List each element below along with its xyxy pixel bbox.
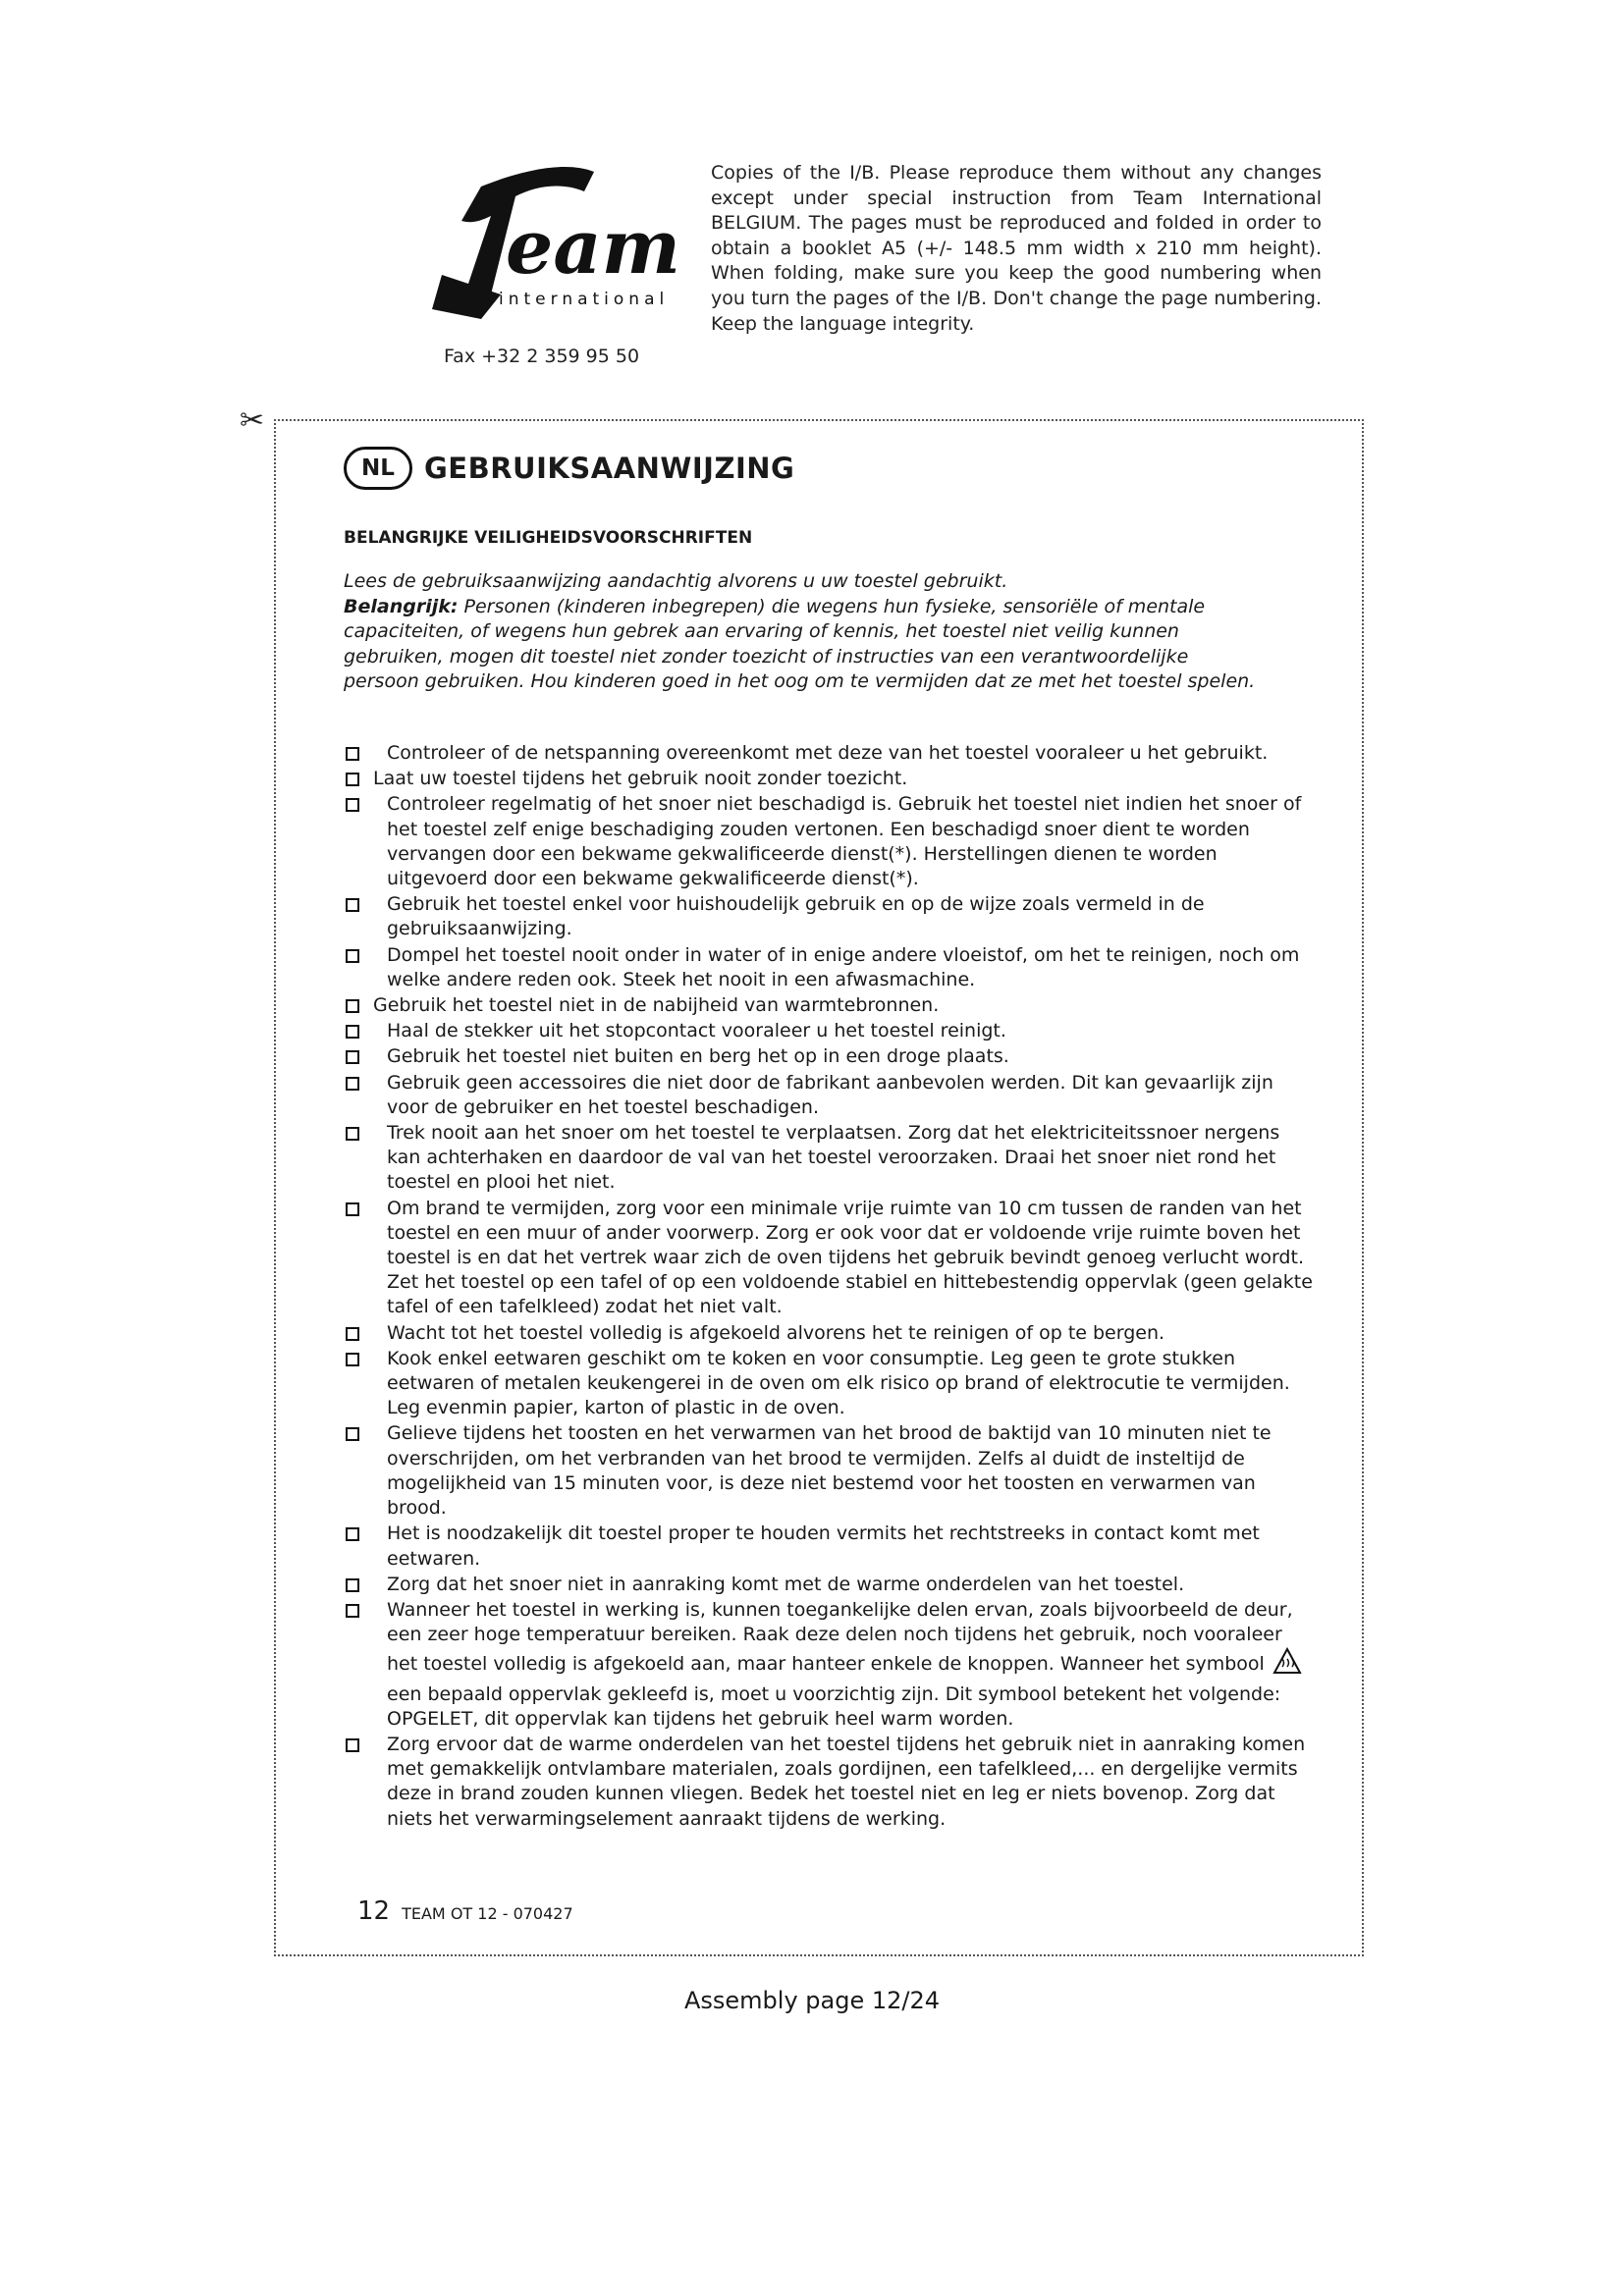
checkbox-bullet-icon (346, 898, 359, 912)
checkbox-bullet-icon (346, 1327, 359, 1341)
list-item: Zorg ervoor dat de warme onderdelen van het toestel tijdens het gebruik niet in aanraking komen met gemakkelijk ontvlambare materialen, zoals gordijnen, een tafelkleed,... en dergelijke vermits deze in brand zouden kunnen vliegen. Bedek het toestel niet en leg er niets bovenop. Zorg dat niets het verwarmingselement aanraakt tijdens de werking. (344, 1733, 1316, 1832)
important-label: Belangrijk: (344, 595, 459, 617)
checkbox-bullet-icon (346, 1353, 359, 1366)
list-item: Gelieve tijdens het toosten en het verwarmen van het brood de baktijd van 10 minuten niet te overschrijden, om het verbranden van het brood te vermijden. Zelfs al duidt de insteltijd de mogelijkheid van 15 minuten voor, is deze niet bestemd voor het toosten en verwarmen van brood. (344, 1421, 1316, 1521)
list-item: Kook enkel eetwaren geschikt om te koken en voor consumptie. Leg geen te grote stukken eetwaren of metalen keukengerei in de oven om elk risico op brand of elektrocutie te vermijden. Leg evenmin papier, karton of plastic in de oven. (344, 1347, 1316, 1421)
team-logo-graphic (422, 147, 681, 334)
safety-list (344, 741, 1316, 1833)
list-item: Het is noodzakelijk dit toestel proper te houden vermits het rechtstreeks in contact komt met eetwaren. (344, 1522, 1316, 1571)
copies-note: Copies of the I/B. Please reproduce them without any changes except under special instruction from Team International BELGIUM. The pages must be reproduced and folded in order to obtain a booklet A5 (+/- 148.5 mm width x 210 mm height). When folding, make sure you keep the good numbering when you turn the pages of the I/B. Don't change the page numbering. Keep the language integrity. (711, 162, 1322, 335)
section-title: BELANGRIJKE VEILIGHEIDSVOORSCHRIFTEN (344, 528, 753, 548)
checkbox-bullet-icon (346, 999, 359, 1013)
list-item: Haal de stekker uit het stopcontact vooraleer u het toestel reinigt. (344, 1019, 1316, 1043)
team-logo (422, 147, 681, 334)
page-footer (357, 1896, 573, 1926)
list-item: Gebruik het toestel niet buiten en berg het op in een droge plaats. (344, 1044, 1316, 1069)
list-item: Wacht tot het toestel volledig is afgekoeld alvorens het te reinigen of op te bergen. (344, 1321, 1316, 1346)
list-item: Gebruik geen accessoires die niet door de fabrikant aanbevolen werden. Dit kan gevaarlijk zijn voor de gebruiker en het toestel beschadigen. (344, 1071, 1316, 1120)
checkbox-bullet-icon (346, 1604, 359, 1618)
intro-line: Lees de gebruiksaanwijzing aandachtig alvorens u uw toestel gebruikt. (344, 570, 1008, 592)
page-number: 12 (357, 1896, 391, 1926)
list-item: Dompel het toestel nooit onder in water of in enige andere vloeistof, om het te reinigen, noch om welke andere reden ook. Steek het nooit in een afwasmachine. (344, 943, 1316, 992)
list-item: Controleer regelmatig of het snoer niet beschadigd is. Gebruik het toestel niet indien het snoer of het toestel zelf enige beschadiging zouden vertonen. Een beschadigd snoer dient te worden vervangen door een bekwame gekwalificeerde dienst(*). Herstellingen dienen te worden uitgevoerd door een bekwame gekwalificeerde dienst(*). (344, 792, 1316, 891)
checkbox-bullet-icon (346, 773, 359, 786)
checkbox-bullet-icon (346, 1427, 359, 1441)
hot-surface-warning-icon (1272, 1647, 1302, 1682)
checkbox-bullet-icon (346, 1202, 359, 1216)
checkbox-bullet-icon (346, 1050, 359, 1064)
important-paragraph (344, 595, 1257, 695)
list-item: Trek nooit aan het snoer om het toestel te verplaatsen. Zorg dat het elektriciteitssnoer nergens kan achterhaken en daardoor de val van het toestel veroorzaken. Draai het snoer niet rond het toestel en plooi het niet. (344, 1121, 1316, 1196)
checkbox-bullet-icon (346, 747, 359, 761)
list-item: Wanneer het toestel in werking is, kunnen toegankelijke delen ervan, zoals bijvoorbeeld de deur, een zeer hoge temperatuur bereiken. Raak deze delen noch tijdens het gebruik, noch vooraleer het toestel volledig is afgekoeld aan, maar hanteer enkele de knoppen. Wanneer het symbool een bepaald oppervlak gekleefd is, moet u voorzichtig zijn. Dit symbool betekent het volgende: OPGELET, dit oppervlak kan tijdens het gebruik heel warm worden. (344, 1598, 1316, 1732)
checkbox-bullet-icon (346, 1578, 359, 1592)
logo-subword: international (499, 290, 670, 309)
checkbox-bullet-icon (346, 1738, 359, 1752)
document-code: TEAM OT 12 - 070427 (402, 1904, 573, 1923)
list-item: Gebruik het toestel niet in de nabijheid van warmtebronnen. (344, 993, 1316, 1018)
manual-title: GEBRUIKSAANWIJZING (424, 452, 795, 485)
list-item: Om brand te vermijden, zorg voor een minimale vrije ruimte van 10 cm tussen de randen van het toestel en een muur of ander voorwerp. Zorg er ook voor dat er voldoende vrije ruimte boven het toestel is en dat het vertrek waar zich de oven tijdens het gebruik bevindt genoeg verlucht wordt. Zet het toestel op een tafel of op een voldoende stabiel en hittebestendig oppervlak (geen gelakte tafel of een tafelkleed) zodat het niet valt. (344, 1197, 1316, 1320)
list-item: Laat uw toestel tijdens het gebruik nooit zonder toezicht. (344, 767, 1316, 791)
checkbox-bullet-icon (346, 1127, 359, 1141)
manual-header (344, 444, 794, 493)
language-badge: NL (344, 447, 412, 490)
list-item: Controleer of de netspanning overeenkomt met deze van het toestel vooraleer u het gebruikt. (344, 741, 1316, 766)
checkbox-bullet-icon (346, 1025, 359, 1039)
checkbox-bullet-icon (346, 949, 359, 963)
list-item: Zorg dat het snoer niet in aanraking komt met de warme onderdelen van het toestel. (344, 1573, 1316, 1597)
checkbox-bullet-icon (346, 798, 359, 812)
scissors-icon: ✂ (240, 403, 265, 438)
intro-text (344, 569, 1257, 695)
logo-word: eam (506, 203, 681, 291)
important-text: Personen (kinderen inbegrepen) die wegens hun fysieke, sensoriële of mentale capaciteiten, of wegens hun gebrek aan ervaring of kennis, het toestel niet veilig kunnen gebruiken, mogen dit toestel niet zonder toezicht of instructies van een verantwoordelijke persoon gebruiken. Hou kinderen goed in het oog om te vermijden dat ze met het toestel spelen. (344, 595, 1256, 693)
list-item: Gebruik het toestel enkel voor huishoudelijk gebruik en op de wijze zoals vermeld in de gebruiksaanwijzing. (344, 892, 1316, 941)
fax-number: Fax +32 2 359 95 50 (444, 346, 640, 367)
checkbox-bullet-icon (346, 1527, 359, 1541)
checkbox-bullet-icon (346, 1077, 359, 1091)
assembly-page-label: Assembly page 12/24 (683, 1987, 941, 2014)
